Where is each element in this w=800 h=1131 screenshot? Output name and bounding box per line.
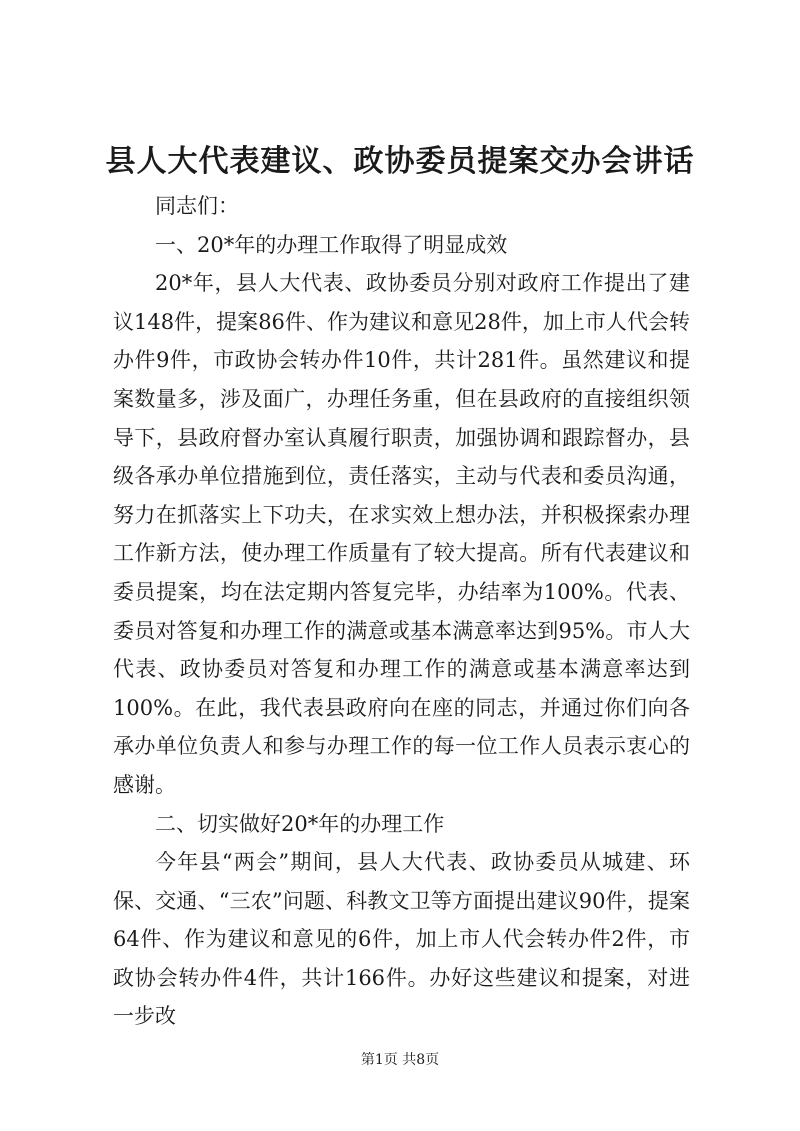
section-heading-2: 二、切实做好20*年的办理工作 xyxy=(155,811,445,836)
page-footer: 第1页 共8页 xyxy=(360,1052,440,1068)
document-body xyxy=(113,187,690,1036)
salutation: 同志们： xyxy=(155,194,239,218)
section-heading-1: 一、20*年的办理工作取得了明显成效 xyxy=(155,232,508,257)
document-title: 县人大代表建议、政协委员提案交办会讲话 xyxy=(105,144,695,179)
body-paragraph-1: 20*年，县人大代表、政协委员分别对政府工作提出了建议148件，提案86件、作为建议和意见28件，加上市人代会转办件9件，市政协会转办件10件，共计281件。虽然建议和提案数量多，涉及面广，办理任务重，但在县政府的直接组织领导下，县政府督办室认真履行职责，加强协调和跟踪督办，县级各承办单位措施到位，责任落实，主动与代表和委员沟通，努力在抓落实上下功夫，在求实效上想办法，并积极探索办理工作新方法，使办理工作质量有了较大提高。所有代表建议和委员提案，均在法定期内答复完毕，办结率为100%。代表、委员对答复和办理工作的满意或基本满意率达到95%。市人大代表、政协委员对答复和办理工作的满意或基本满意率达到100%。在此，我代表县政府向在座的同志，并通过你们向各承办单位负责人和参与办理工作的每一位工作人员表示衷心的感谢。 xyxy=(113,271,690,797)
body-paragraph-2: 今年县“两会”期间，县人大代表、政协委员从城建、环保、交通、“三农”问题、科教文卫等方面提出建议90件，提案64件、作为建议和意见的6件，加上市人代会转办件2件，市政协会转办件4件，共计166件。办好这些建议和提案，对进一步改 xyxy=(113,850,690,1029)
